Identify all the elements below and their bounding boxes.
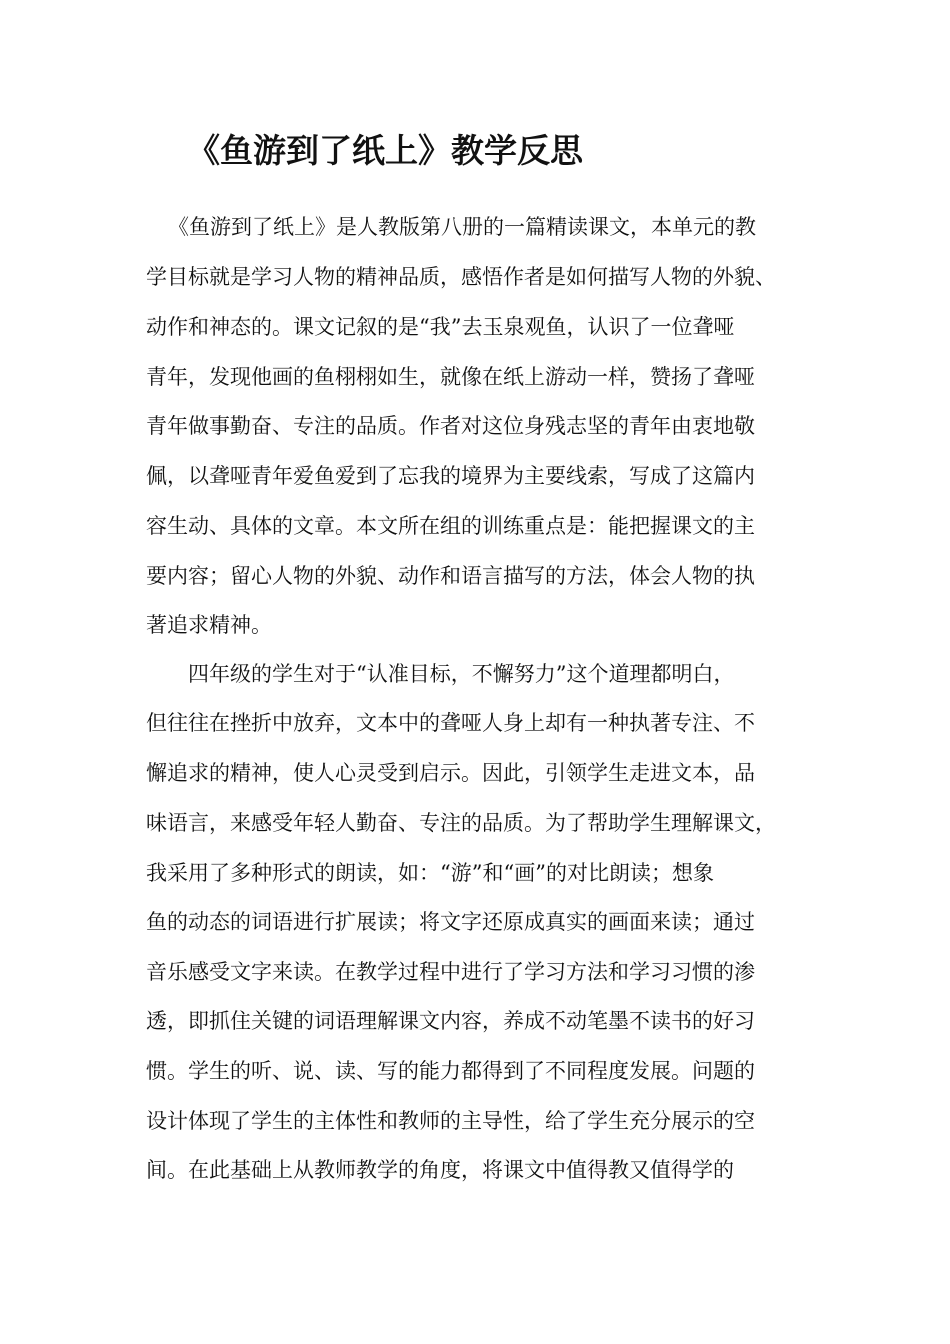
paragraph-2-line-1: 四年级的学生对于“认准目标，不懈努力”这个道理都明白， xyxy=(188,662,735,686)
paragraph-2-line-10: 设计体现了学生的主体性和教师的主导性，给了学生充分展示的空 xyxy=(146,1109,755,1133)
paragraph-2-line-8: 透，即抓住关键的词语理解课文内容，养成不动笔墨不读书的好习 xyxy=(146,1009,755,1033)
paragraph-2-line-7: 音乐感受文字来读。在教学过程中进行了学习方法和学习习惯的渗 xyxy=(146,960,755,984)
paragraph-1-line-1: 《鱼游到了纸上》是人教版第八册的一篇精读课文，本单元的教 xyxy=(168,215,756,239)
paragraph-1-line-9: 著追求精神。 xyxy=(146,613,272,637)
paragraph-2-line-3: 懈追求的精神，使人心灵受到启示。因此，引领学生走进文本，品 xyxy=(146,761,755,785)
paragraph-1-line-3: 动作和神态的。课文记叙的是“我”去玉泉观鱼，认识了一位聋哑 xyxy=(146,315,735,339)
paragraph-2-line-4: 味语言，来感受年轻人勤奋、专注的品质。为了帮助学生理解课文， xyxy=(146,811,776,835)
paragraph-2-line-5: 我采用了多种形式的朗读，如：“游”和“画”的对比朗读；想象 xyxy=(146,861,714,885)
paragraph-1-line-5: 青年做事勤奋、专注的品质。作者对这位身残志坚的青年由衷地敬 xyxy=(146,414,755,438)
paragraph-2-line-11: 间。在此基础上从教师教学的角度，将课文中值得教又值得学的 xyxy=(146,1158,734,1182)
paragraph-1-line-6: 佩，以聋哑青年爱鱼爱到了忘我的境界为主要线索，写成了这篇内 xyxy=(146,464,755,488)
paragraph-2-line-9: 惯。学生的听、说、读、写的能力都得到了不同程度发展。问题的 xyxy=(146,1059,755,1083)
paragraph-1-line-8: 要内容；留心人物的外貌、动作和语言描写的方法，体会人物的执 xyxy=(146,564,755,588)
paragraph-2-line-2: 但往往在挫折中放弃，文本中的聋哑人身上却有一种执著专注、不 xyxy=(146,711,755,735)
paragraph-1-line-7: 容生动、具体的文章。本文所在组的训练重点是：能把握课文的主 xyxy=(146,514,755,538)
paragraph-1-line-4: 青年，发现他画的鱼栩栩如生，就像在纸上游动一样，赞扬了聋哑 xyxy=(146,365,755,389)
paragraph-2-line-6: 鱼的动态的词语进行扩展读；将文字还原成真实的画面来读；通过 xyxy=(146,910,755,934)
document-title: 《鱼游到了纸上》教学反思 xyxy=(187,131,583,170)
paragraph-1-line-2: 学目标就是学习人物的精神品质，感悟作者是如何描写人物的外貌、 xyxy=(146,265,776,289)
